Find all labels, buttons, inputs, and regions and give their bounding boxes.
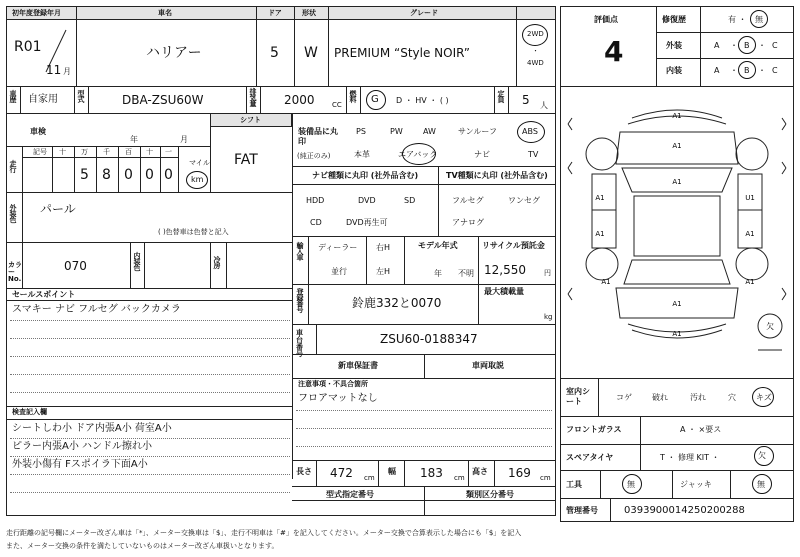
equip-pw: PW <box>390 127 403 136</box>
repair-selected: 無 <box>755 15 763 24</box>
interior-grade: B <box>744 66 750 75</box>
usage-label: 車歴 <box>9 90 17 102</box>
windshield-label: フロントガラス <box>566 425 622 434</box>
recycle-label: リサイクル預託金 <box>482 241 545 250</box>
diagram-label-left-rear-door: A1 <box>595 230 605 238</box>
mileage-digit: 0 <box>164 167 173 183</box>
inspector-line-3: 外装小傷有 Fスポイラ下面A小 <box>12 459 148 470</box>
diagram-label-windshield: A1 <box>672 178 682 186</box>
tv-types-header: TV種類に丸印 (社外品含む) <box>446 171 548 180</box>
drive-dot: ・ <box>532 47 539 55</box>
max-load-unit: kg <box>544 313 553 321</box>
exterior-grade: ・ <box>730 41 738 50</box>
usage-value: 自家用 <box>28 94 58 105</box>
grade-value: PREMIUM “Style NOIR” <box>334 46 470 60</box>
mileage-digit: 0 <box>124 167 133 183</box>
spare-tire-value: T ・ 修理 KIT ・ <box>660 453 720 462</box>
mileage-digit-label: 十 <box>146 148 153 156</box>
displacement-unit: CC <box>332 101 342 109</box>
notes-text: フロアマットなし <box>298 393 378 404</box>
mile-label: マイル <box>189 159 210 167</box>
capacity-label: 定員 <box>497 90 505 102</box>
recycle-unit: 円 <box>544 269 551 277</box>
door-label: ドア <box>268 9 282 17</box>
mileage-digit: 5 <box>80 167 89 183</box>
mileage-digit-label: 十 <box>59 148 66 156</box>
tools-selected: 無 <box>627 480 635 489</box>
equip-leather: 本革 <box>354 150 370 159</box>
import-parallel: 並行 <box>331 267 347 276</box>
drive-4wd: 4WD <box>527 59 544 67</box>
registration-value: 鈴鹿332と0070 <box>352 296 442 310</box>
navi-cd: CD <box>310 218 322 227</box>
height-value: 169 <box>508 466 531 480</box>
chassis-value: ZSU60-0188347 <box>380 332 478 346</box>
inspector-label: 検査記入欄 <box>12 408 47 416</box>
reg-year: R01 <box>14 39 42 55</box>
new-car-warranty: 新車保証書 <box>338 361 378 370</box>
mileage-digit-label: 百 <box>125 148 132 156</box>
color-note: ( )色替車は色替と記入 <box>158 228 229 236</box>
length-unit: cm <box>364 474 375 482</box>
exterior-grade: B <box>744 41 750 50</box>
equip-tv: TV <box>528 150 539 159</box>
mileage-digit: 0 <box>145 167 154 183</box>
repair-label: 修復歴 <box>662 15 686 24</box>
equip-sunroof: サンルーフ <box>458 127 497 136</box>
repair-options: 有 ・ <box>728 15 747 24</box>
interior-grade: C <box>772 66 778 75</box>
spare-tire-label: スペアタイヤ <box>566 453 614 462</box>
tv-analog: アナログ <box>452 218 484 227</box>
interior-color-label: 内装色 <box>133 252 141 270</box>
drive-2wd: 2WD <box>527 30 544 38</box>
windshield-value: A ・ ×要ス <box>680 425 722 434</box>
model-year-unit: 年 <box>434 269 442 278</box>
seat-option-hole: 穴 <box>728 393 736 402</box>
interior-grade: ・ <box>758 66 766 75</box>
body-shape: W <box>304 45 318 61</box>
grade-label: グレード <box>410 9 438 17</box>
diagram-label-right-rear-door: A1 <box>745 230 755 238</box>
chassis-label: 車台番号 <box>296 329 303 358</box>
mileage-label: 走行 <box>9 160 17 172</box>
model-label: 型式 <box>77 90 85 102</box>
capacity-value: 5 <box>522 93 530 107</box>
interior-label: 内装 <box>666 66 682 75</box>
car-name: ハリアー <box>146 45 202 61</box>
max-load-label: 最大積載量 <box>484 287 524 296</box>
width-value: 183 <box>420 466 443 480</box>
model-year-value: 不明 <box>458 269 474 278</box>
color-no-label: カラーNo. <box>8 261 22 283</box>
model-value: DBA-ZSU60W <box>122 93 204 107</box>
diagram-label-left-rear-fender: A1 <box>601 278 611 286</box>
km-label: km <box>191 175 204 184</box>
fuel-options: D ・ HV ・ ( ) <box>396 96 449 105</box>
height-label: 高さ <box>472 467 488 476</box>
diagram-label-hood: A1 <box>672 142 682 150</box>
notes-label: 注意事項・不具合箇所 <box>298 380 368 388</box>
interior-selected-circle <box>738 61 756 79</box>
color-label: 外装色 <box>9 204 17 222</box>
import-right-hand: 右H <box>376 243 391 252</box>
height-unit: cm <box>540 474 551 482</box>
car-damage-diagram <box>562 88 792 378</box>
displacement-value: 2000 <box>284 93 315 107</box>
equip-navi: ナビ <box>474 150 490 159</box>
diagram-label-left-front-door: A1 <box>595 194 605 202</box>
management-value: 0393900014250200288 <box>624 505 745 516</box>
seat-option-dirt: 汚れ <box>690 393 706 402</box>
auction-sheet-left <box>6 6 556 516</box>
category-number-label: 類別区分番号 <box>466 490 514 499</box>
exterior-label: 外装 <box>666 41 682 50</box>
score-label: 評価点 <box>594 15 618 24</box>
inspection-month-unit: 月 <box>180 135 188 144</box>
navi-types-header: ナビ種類に丸印 (社外品含む) <box>312 171 419 180</box>
reg-month-unit: 月 <box>63 67 71 76</box>
shift-value: FAT <box>234 152 258 168</box>
spare-selected: 欠 <box>758 451 766 460</box>
mileage-digit: 8 <box>102 167 111 183</box>
equip-ps: PS <box>356 127 366 136</box>
recycle-value: 12,550 <box>484 263 526 277</box>
equip-airbag: エアバック <box>398 150 438 159</box>
jack-selected: 無 <box>757 480 765 489</box>
inspector-line-1: シートしわ小 ドア内張A小 荷室A小 <box>12 423 172 434</box>
import-label: 輸入車 <box>296 242 304 260</box>
reg-year-label: 初年度登録年月 <box>12 9 61 17</box>
sales-points-text: スマキー ナビ フルセグ バックカメラ <box>12 304 181 315</box>
diagram-label-right-rear-fender: A1 <box>745 278 755 286</box>
score-value: 4 <box>604 35 624 68</box>
interior-grade: A <box>714 66 720 75</box>
car-manual: 車両取説 <box>472 361 504 370</box>
mileage-digit-label: 記号 <box>33 148 47 156</box>
exterior-selected-circle <box>738 36 756 54</box>
diagram-label-rear-hatch: A1 <box>672 300 682 308</box>
fuel-selected: G <box>371 94 379 105</box>
car-name-label: 車名 <box>158 9 172 17</box>
navi-sd: SD <box>404 196 416 205</box>
exterior-grade: ・ <box>758 41 766 50</box>
reg-month: 11 <box>46 63 62 77</box>
color-no-value: 070 <box>64 259 87 273</box>
footer-note-2: また、メーター交換の条件を満たしていないものはメーター改ざん車扱いとなります。 <box>6 542 279 550</box>
diagram-label-front-bumper: A1 <box>672 112 682 120</box>
equip-aw: AW <box>423 127 436 136</box>
inspector-line-2: ピラー内張A小 ハンドル擦れ小 <box>12 441 153 452</box>
mileage-digit-label: 一 <box>165 148 172 156</box>
sales-points-label: セールスポイント <box>12 290 76 299</box>
mileage-digit-label: 千 <box>103 148 110 156</box>
equipment-label: 装備品に丸印 <box>298 127 338 147</box>
inspection-year-unit: 年 <box>130 135 138 144</box>
navi-hdd: HDD <box>306 196 325 205</box>
registration-label: 登録番号 <box>296 288 304 312</box>
width-label: 幅 <box>388 467 396 476</box>
diagram-label-rear-bumper: A1 <box>672 330 682 338</box>
shift-label: シフト <box>240 116 261 124</box>
jack-label: ジャッキ <box>680 480 712 489</box>
exterior-grade: A <box>714 41 720 50</box>
diagram-label-right-front-door: U1 <box>745 194 755 202</box>
width-unit: cm <box>454 474 465 482</box>
navi-dvd: DVD <box>358 196 376 205</box>
import-dealer: ディーラー <box>318 243 358 252</box>
type-designation-label: 型式指定番号 <box>326 490 374 499</box>
management-label: 管理番号 <box>566 506 598 515</box>
color-value: パール <box>40 202 76 216</box>
capacity-unit: 人 <box>540 101 548 110</box>
interior-grade: ・ <box>730 66 738 75</box>
import-left-hand: 左H <box>376 267 391 276</box>
footer-note-1: 走行距離の記号欄にメーター改ざん車は「*」、メーター交換車は「$」、走行不明車は「#」を記入してください。メーター交換で合算表示した場合にも「$」を記入 <box>6 529 522 537</box>
mileage-digit-label: 万 <box>81 148 88 156</box>
tools-label: 工具 <box>566 480 582 489</box>
length-value: 472 <box>330 466 353 480</box>
model-year-label: モデル年式 <box>418 241 458 250</box>
equipment-label-sub: (純正のみ) <box>297 152 331 160</box>
exterior-grade: C <box>772 41 778 50</box>
tv-oneseg: ワンセグ <box>508 196 540 205</box>
length-label: 長さ <box>296 467 312 476</box>
equip-abs: ABS <box>522 127 538 136</box>
inspection-label: 車検 <box>30 127 46 136</box>
diagram-missing-mark: 欠 <box>766 322 774 331</box>
seat-label: 室内シート <box>566 387 590 407</box>
door-count: 5 <box>270 45 279 61</box>
ac-label: 冷房 <box>213 256 221 268</box>
shape-label: 形状 <box>302 9 316 17</box>
seat-option-burn: コゲ <box>616 393 632 402</box>
seat-option-tear: 破れ <box>652 393 668 402</box>
fuel-label: 燃料 <box>349 90 357 102</box>
displacement-label: 排気量 <box>249 88 257 106</box>
tv-fullseg: フルセグ <box>452 196 484 205</box>
navi-dvd-play: DVD再生可 <box>346 218 388 227</box>
seat-selected: キズ <box>756 393 772 402</box>
